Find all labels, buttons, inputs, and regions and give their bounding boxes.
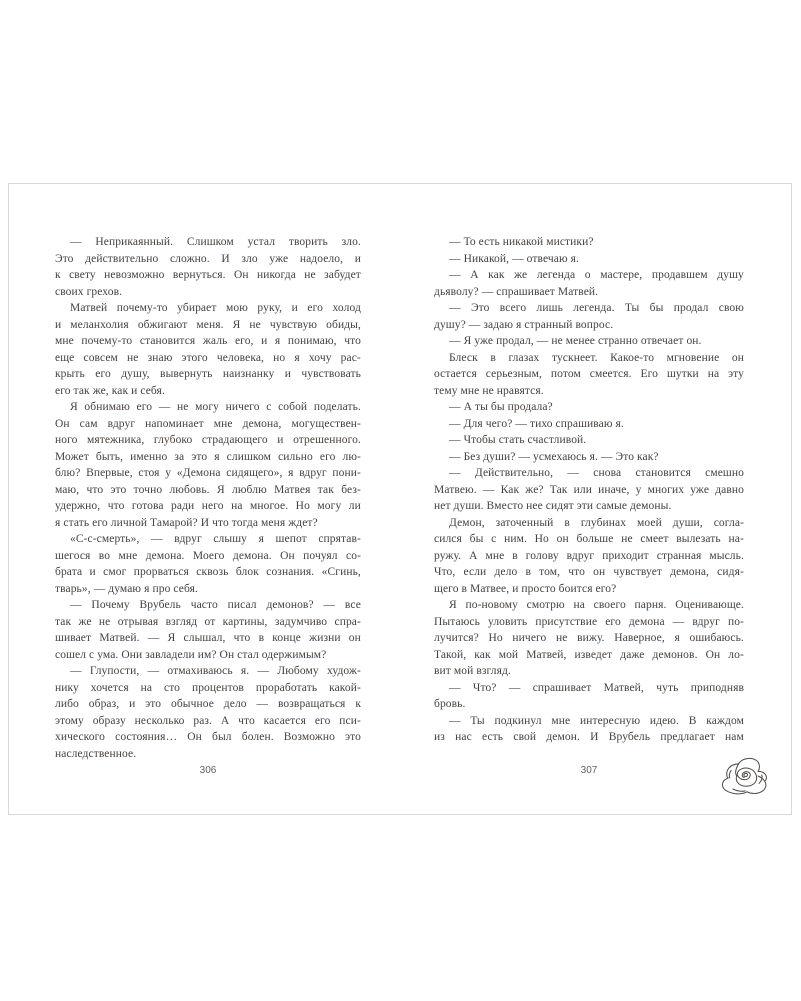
text-line: — Неприкаянный. Слишком устал творить зло. xyxy=(70,236,361,248)
paragraph xyxy=(434,515,744,598)
text-line: Блеск в глазах тускнеет. Какое-то мгновение он xyxy=(449,351,744,364)
text-line: хического состояния… Он был болен. Возможно это xyxy=(55,731,361,743)
paragraph xyxy=(434,432,744,449)
paragraph xyxy=(434,399,744,416)
text-line: своих грехов. xyxy=(55,285,123,298)
paragraph xyxy=(55,531,361,597)
text-line: из нас есть свой демон. И Врубель предлагает нам xyxy=(434,731,744,743)
text-line: — Глупости, — отмахиваюсь я. — Любому худож- xyxy=(70,665,361,677)
text-line: — Без души? — усмехаюсь я. — Это как? xyxy=(449,450,659,463)
text-line: Матвей почему-то убирает мою руку, и его холод xyxy=(70,302,361,314)
text-line: щего в Матвее, и просто боится его? xyxy=(434,582,617,595)
text-line: — Для чего? — тихо спрашиваю я. xyxy=(449,417,624,430)
book-spread-photo xyxy=(8,183,792,815)
right-page-text xyxy=(434,234,744,746)
text-line: сился бы с ним. Но он больше не смеет вылезать на- xyxy=(434,533,744,545)
text-line: Что, если дело в том, что он чувствует демона, сидя- xyxy=(434,566,744,578)
text-line: душу? — задаю я странный вопрос. xyxy=(434,318,614,331)
paragraph xyxy=(434,333,744,350)
text-line: Я обнимаю его — не могу ничего с собой поделать. xyxy=(70,401,361,413)
paragraph xyxy=(434,251,744,268)
text-line: — Никакой, — отвечаю я. xyxy=(449,252,580,265)
text-line: шивает Матвей. — Я слышал, что в конце жизни он xyxy=(55,632,361,644)
text-line: нику хочется на сто процентов проработать какой- xyxy=(55,681,361,694)
text-line: еще совсем не знаю этого человека, но я хочу рас- xyxy=(55,351,361,364)
text-line: я стать его личной Тамарой? И что тогда меня ждет? xyxy=(55,516,318,529)
text-line: Пытаюсь уловить присутствие его демона — вдруг по- xyxy=(434,615,744,628)
right-page-number: 307 xyxy=(580,765,598,776)
text-line: шегося во мне демона. Моего демона. Он почуял со- xyxy=(55,549,361,562)
text-line: — Ты подкинул мне интересную идею. В каждом xyxy=(449,714,744,727)
text-line: и меланхолия обжигают меня. Я не чувствую обиды, xyxy=(55,318,361,331)
text-line: тему мне не нравятся. xyxy=(434,384,544,397)
paragraph xyxy=(434,680,744,713)
text-line: — Почему Врубель часто писал демонов? — все xyxy=(70,599,361,611)
text-line: лучится? Но ничего не вижу. Наверное, я ошибаюсь. xyxy=(434,632,744,644)
text-line: наследственное. xyxy=(55,747,137,760)
rose-ornament-icon xyxy=(715,750,777,802)
text-line: мне почему-то становится жаль его, и я понимаю, что xyxy=(55,335,361,347)
text-line: его так же, как и себя. xyxy=(55,384,165,397)
left-page-number: 306 xyxy=(199,765,217,776)
text-line: либо образ, и это обычное дело — возвращаться к xyxy=(55,698,361,710)
paragraph xyxy=(434,300,744,333)
text-line: нет души. Вместо нее сидят эти самые демоны. xyxy=(434,500,672,512)
paragraph xyxy=(55,234,361,300)
text-line: — А как же легенда о мастере, продавшем душу xyxy=(449,269,744,281)
text-line: — Это всего лишь легенда. Ты бы продал свою xyxy=(449,302,744,314)
text-line: Он сам вдруг напоминает мне демона, могуществен- xyxy=(55,417,361,430)
text-line: крыть его душу, вывернуть наизнанку и чувствовать xyxy=(55,368,361,380)
paragraph xyxy=(434,350,744,400)
text-line: дьяволу? — спрашивает Матвей. xyxy=(434,285,599,298)
text-line: «С-с-смерть», — вдруг слышу я шепот спрятав- xyxy=(70,533,361,545)
text-line: тварь», — думаю я про себя. xyxy=(55,582,198,595)
text-line: — Чтобы стать счастливой. xyxy=(449,434,587,446)
paragraph xyxy=(434,465,744,515)
text-line: к свету невозможно вернуться. Он никогда не забудет xyxy=(55,269,361,281)
text-line: сошел с ума. Они завладели им? Он стал одержимым? xyxy=(55,648,327,661)
paragraph xyxy=(434,449,744,466)
paragraph xyxy=(55,300,361,399)
text-line: Может быть, именно за это я слишком сильно его лю- xyxy=(55,450,361,463)
paragraph xyxy=(55,597,361,663)
text-line: ружу. А мне в голову вдруг приходит странная мысль. xyxy=(434,549,744,562)
text-line: бровь. xyxy=(434,698,466,710)
text-line: этому образу несколько раз. А что касается его пси- xyxy=(55,714,361,727)
text-line: — Я уже продал, — не менее странно отвечает он. xyxy=(449,335,702,347)
paragraph xyxy=(434,713,744,746)
paragraph xyxy=(434,234,744,251)
text-line: вит мой взгляд. xyxy=(434,665,511,677)
paragraph xyxy=(434,597,744,680)
text-line: — Действительно, — снова становится смешно xyxy=(449,467,744,479)
text-line: ного мятежника, глубоко страдающего и отрешенного. xyxy=(55,434,361,446)
paragraph xyxy=(434,267,744,300)
paragraph xyxy=(434,416,744,433)
text-line: брата и смог прорваться сквозь блок сознания. «Сгинь, xyxy=(55,566,361,578)
text-line: остается серьезным, потом смеется. Его шутки на эту xyxy=(434,368,744,380)
text-line: блю? Впервые, стоя у «Демона сидящего», я вдруг пони- xyxy=(55,467,361,479)
text-line: — То есть никакой мистики? xyxy=(449,236,594,248)
text-line: Матвею. — Как же? Так или иначе, у многих уже давно xyxy=(434,483,744,496)
left-page-text xyxy=(55,234,361,762)
paragraph xyxy=(55,399,361,531)
paragraph xyxy=(55,663,361,762)
text-line: Я по-новому смотрю на своего парня. Оценивающе. xyxy=(449,599,744,611)
text-line: так же не отрывая взгляд от картины, задумчиво спра- xyxy=(55,615,361,628)
text-line: Демон, заточенный в глубинах моей души, согла- xyxy=(449,516,744,529)
text-line: Это действительно сложно. И зло уже надоело, и xyxy=(55,252,361,265)
text-line: маю, что это точно любовь. Я люблю Матвея так без- xyxy=(55,483,361,496)
text-line: удержно, что готова ради него на многое. Но могу ли xyxy=(55,500,361,512)
text-line: — А ты бы продала? xyxy=(449,401,553,413)
text-line: Такой, как мой Матвей, изведет даже демонов. Он ло- xyxy=(434,648,744,661)
text-line: — Что? — спрашивает Матвей, чуть приподняв xyxy=(449,681,744,694)
